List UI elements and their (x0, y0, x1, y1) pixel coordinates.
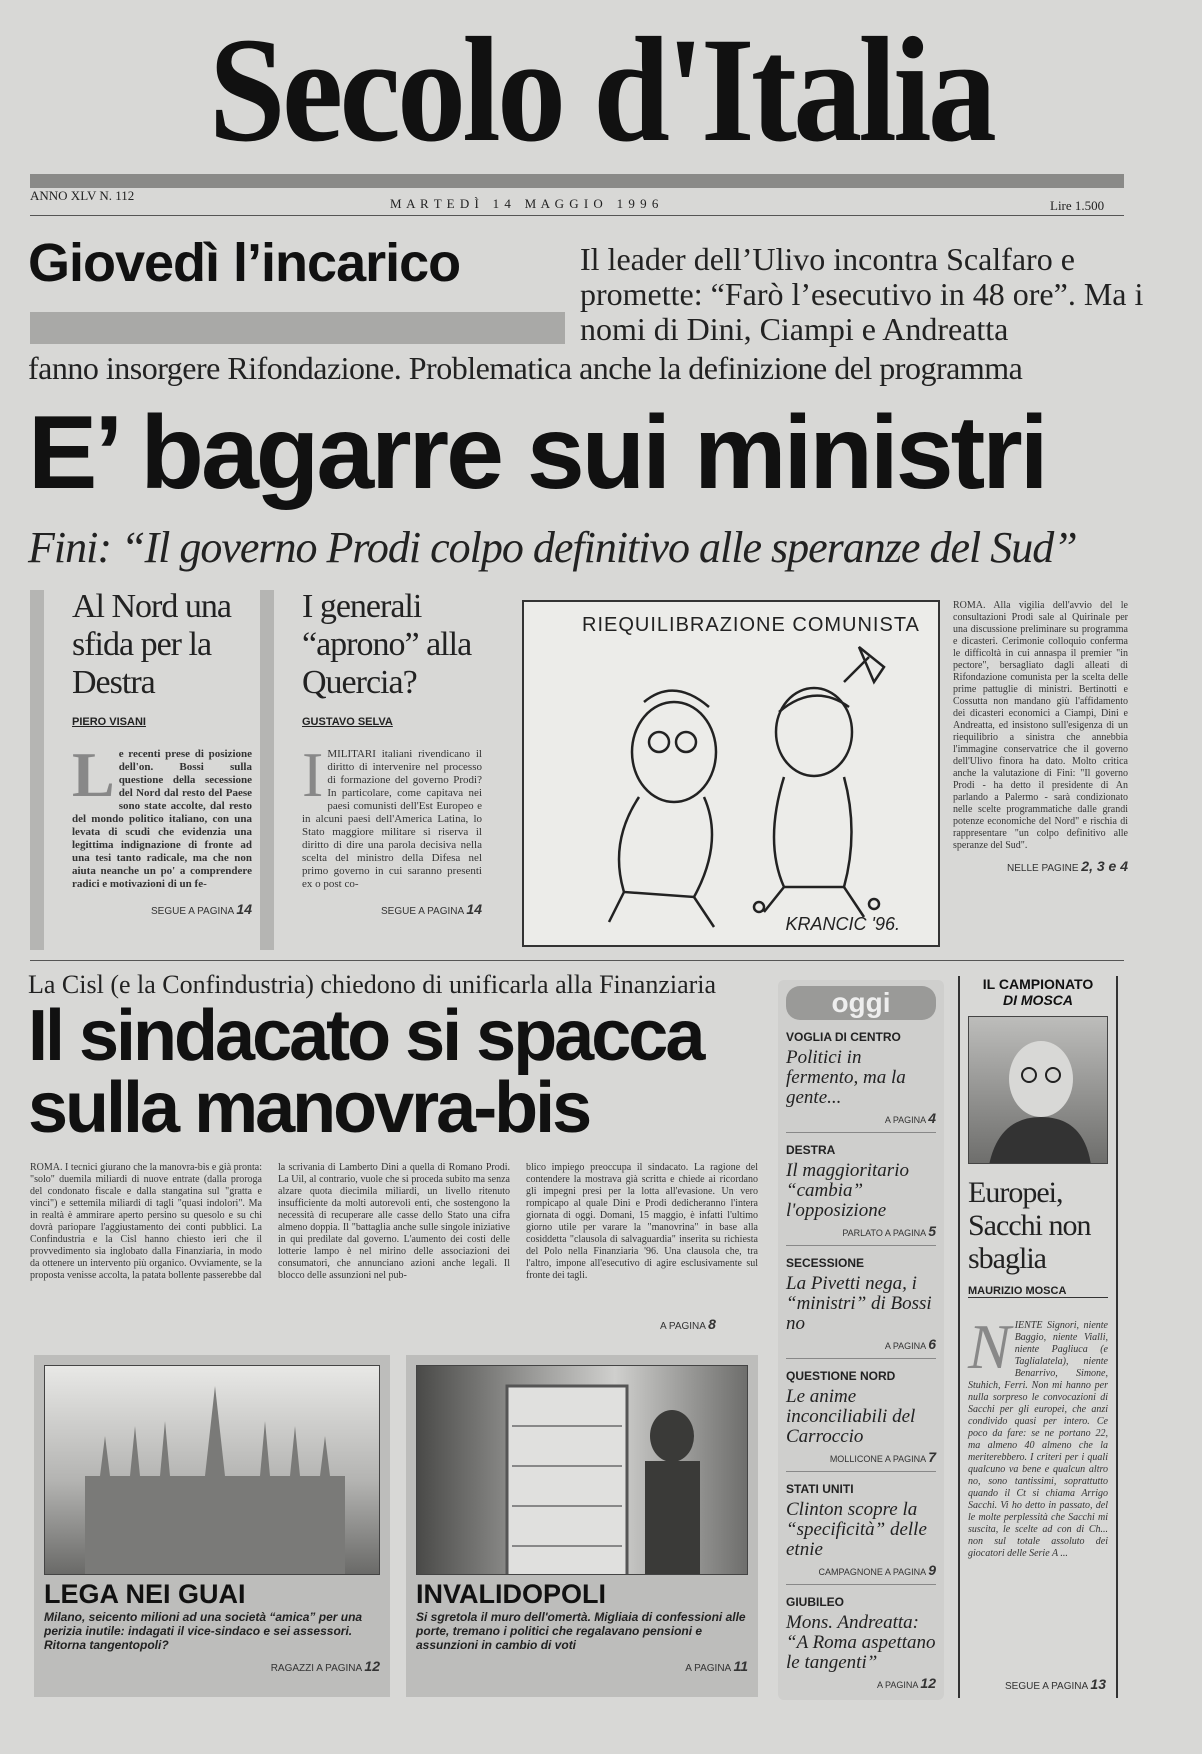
issue-date: M A R T E D Ì 1 4 M A G G I O 1 9 9 6 (390, 196, 660, 211)
cartoon-caption: RIEQUILIBRAZIONE COMUNISTA (582, 614, 920, 636)
col2-article (302, 588, 482, 917)
second-ref: A PAGINA 8 (660, 1316, 716, 1332)
oggi-items (786, 1030, 936, 1691)
campionato-kicker: IL CAMPIONATO DI MOSCA (982, 976, 1094, 1008)
oggi-item-kicker: STATI UNITI (786, 1482, 854, 1496)
oggi-item-ref: CAMPAGNONE A PAGINA 9 (818, 1562, 936, 1578)
cartoon-drawing (524, 642, 938, 942)
second-headline (28, 996, 703, 1148)
issue-price: Lire 1.500 (1050, 198, 1105, 213)
campionato-column (958, 976, 1118, 1698)
col1-dropcap: L (72, 739, 115, 810)
oggi-item[interactable] (786, 1595, 936, 1691)
roma-column (953, 600, 1128, 874)
oggi-item-ref: A PAGINA 4 (884, 1110, 936, 1126)
oggi-item-title: Il maggioritario “cambia” l'opposizione (786, 1160, 909, 1221)
duomo-photo (44, 1365, 380, 1575)
oggi-item-title: Politici in fermento, ma la gente... (786, 1047, 906, 1108)
oggi-item[interactable] (786, 1030, 936, 1133)
roma-body: ROMA. Alla vigilia dell'avvio del le consultazioni Prodi sale al Quirinale per una discussione preliminare su programma e dicasteri. Cerimonie colloquio conferma le difficoltà in cui annaspa il premier "in pectore", bersagliato dagli alleati di Rifondazione comunista per la scelta delle prime pattuglie di ministri. Bertinotti e Cossutta non mandano giù l'affidamento dei dicasteri economici a Ciampi, Dini e Andreatta, ed insistono sull'esigenza di un riequilibrio a sinistra che annebbia l'immagine conservatrice che il governo dell'Ulivo finora ha dato. Molto critica anche la valutazione di Fini: "Il governo Prodi - ha detto il presidente di An parlando a Palermo - sarà condizionato nelle scelte programmatiche dalle grandi potenze economiche del Nord" e rischia di rappresentare "un colpo definitivo alle speranze del Sud". (953, 600, 1128, 851)
cathedral-icon (45, 1366, 380, 1575)
col1-headline: Al Nord una sfida per la Destra (72, 588, 231, 701)
invalidopoli-photo (416, 1365, 748, 1575)
campionato-segue: SEGUE A PAGINA 13 (1005, 1676, 1106, 1692)
campionato-dropcap: N (968, 1311, 1011, 1382)
oggi-sidebar (778, 980, 944, 1700)
oggi-divider (786, 1132, 936, 1133)
masthead-title: Secolo d'Italia (208, 7, 994, 173)
campionato-headline: Europei, Sacchi non sbaglia (968, 1176, 1091, 1275)
col2-headline: I generali “aprono” alla Quercia? (302, 588, 472, 701)
oggi-item-kicker: GIUBILEO (786, 1595, 845, 1609)
invalidopoli-text: Si sgretola il muro dell'omertà. Migliaia di confessioni alle porte, tremano i politici che regalavano pensioni e assunzioni in cambio di voti (416, 1610, 746, 1652)
oggi-item-title: Clinton scopre la “specificità” delle etnie (786, 1499, 927, 1560)
col1-bar (30, 590, 44, 950)
col2-body: IMILITARI italiani rivendicano il diritto di intervenire nel processo di formazione del governo Prodi? In particolare, come capitava nei paesi comunisti dell'Est Europeo e in alcuni paesi dell'America Latina, lo Stato maggiore militare si riserva il diritto di dire una parola decisiva nella scelta del ministro della Difesa nel primo governo in cui saranno presenti ex o post co- (302, 739, 482, 890)
header-rule (30, 215, 1124, 216)
second-body-col2: la scrivania di Lamberto Dini a quella di Romano Prodi. La Uil, al contrario, vuole che si proceda subito ma senza alzare quota diecimila miliardi, un livello ritenuto insufficiente da molti autorevoli enti, che sostengono la necessità di recuperare alle casse dello Stato una cifra almeno doppia. Il "battaglia anche sulle singole iniziative in qui predilate dal governo. L'aumento dei costi delle lotterie lampo è nel mirino delle associazioni dei consumatori, che annunciano azioni anche legali. Il blocco delle assunzioni nel pub- (278, 1162, 510, 1281)
second-body-col1: ROMA. I tecnici giurano che la manovra-bis e già pronta: "solo" duemila miliardi di nuove entrate (dalla proroga del condonato fiscale e dalla stangatina sul "gratta e vinci") e settemila miliardi di tagli "quasi indolori". Ma in realtà è ammirare aperto persino su quesolo e su chi dovrà pariopare l'aggiustamento dei conti pubblici. La Confindustria e la Cisl hanno chiesto ieri che il provvedimento sia inglobato dalla Finanziaria, in modo da ottenere un intervento più organico. Ovviamente, se la proposta venisse accolta, la patata bollente passerebbe dal (30, 1162, 262, 1281)
second-headline-line1: Il sindacato si spacca (28, 996, 703, 1076)
col2-dropcap: I (302, 739, 324, 810)
portrait-icon (969, 1017, 1108, 1164)
oggi-item-ref: MOLLICONE A PAGINA 7 (829, 1449, 936, 1465)
fini-quote: Fini: “Il governo Prodi colpo definitivo alle speranze del Sud” (28, 523, 1077, 572)
lega-text: Milano, seicento milioni ad una società “amica” per una perizia inutile: indagati il vice-sindaco e sei assessori. Ritorna tangentopoli? (44, 1610, 363, 1652)
oggi-item-ref: PARLATO A PAGINA 5 (842, 1223, 936, 1239)
oggi-divider (786, 1584, 936, 1585)
lead-subhead-right: Il leader dell’Ulivo incontra Scalfaro e promette: “Farò l’esecutivo in 48 ore”. Ma i nomi di Dini, Ciampi e Andreatta (580, 241, 1144, 347)
grey-band (30, 312, 565, 344)
campionato-byline: MAURIZIO MOSCA (968, 1285, 1108, 1298)
invalidopoli-box (406, 1355, 758, 1697)
masthead-rule (30, 174, 1124, 188)
col2-bar (260, 590, 274, 950)
lead-subhead-full: fanno insorgere Rifondazione. Problematica anche la definizione del programma (28, 350, 1023, 386)
oggi-item[interactable] (786, 1143, 936, 1246)
lega-title: LEGA NEI GUAI (44, 1579, 246, 1609)
oggi-item-kicker: DESTRA (786, 1143, 836, 1157)
oggi-divider (786, 1245, 936, 1246)
cartoon-signature: KRANCIC '96. (785, 914, 900, 934)
political-cartoon (522, 600, 940, 947)
col2-segue: SEGUE A PAGINA 14 (381, 901, 482, 917)
oggi-item-ref: A PAGINA 6 (884, 1336, 936, 1352)
col1-article (72, 588, 252, 917)
roma-ref: NELLE PAGINE 2, 3 e 4 (1007, 858, 1128, 874)
mosca-photo (968, 1016, 1108, 1164)
doorway-icon (417, 1366, 748, 1575)
oggi-item-ref: A PAGINA 12 (877, 1675, 936, 1691)
lead-kicker: Giovedì l’incarico (28, 233, 461, 293)
invalidopoli-title: INVALIDOPOLI (416, 1579, 607, 1609)
oggi-divider (786, 1358, 936, 1359)
oggi-item-kicker: SECESSIONE (786, 1256, 865, 1270)
oggi-label: oggi (786, 986, 936, 1020)
second-body-col3: blico impiego preoccupa il sindacato. La ragione del contendere la mostrava già scritta e chiede ai ricordano gli impegni presi per la lotta all'evasione. Un vero rompicapo al quale Dini e Prodi dedicheranno l'intera giornata di oggi. Domani, 15 maggio, è infatti l'ultimo giorno utile per varare la "manovrina" in base alla cosiddetta "clausola di salvaguardia" inserita su richiesta del Polo nella Finanziaria '96. Una clausola che, tra l'altro, impone all'esecutivo di agire esclusivamente sul fronte dei tagli. (526, 1162, 758, 1281)
second-headline-line2: sulla manovra-bis (28, 1068, 590, 1148)
oggi-item[interactable] (786, 1256, 936, 1359)
oggi-item[interactable] (786, 1369, 936, 1472)
lega-box (34, 1355, 390, 1697)
oggi-item-kicker: VOGLIA DI CENTRO (786, 1030, 901, 1044)
oggi-item-title: La Pivetti nega, i “ministri” di Bossi no (786, 1273, 932, 1334)
oggi-item-title: Mons. Andreatta: “A Roma aspettano le tangenti” (786, 1612, 936, 1673)
oggi-item-title: Le anime inconciliabili del Carroccio (786, 1386, 916, 1447)
campionato-body: NIENTE Signori, niente Baggio, niente Vialli, niente Pagliuca (e Taglialatela), niente Benarrivo, Simone, Stuhich, Ferri. Non mi hanno per nulla sorpreso le convocazioni di Sacchi per gli europei, che anzi condivido quasi per intero. Ce poco da fare: se ne portano 22, ma almeno 40 almeno che la meriterebbero. I criteri per i quali qualcuno va bene e qualcun altro no, sono tantissimi, soprattutto quando il Ct si chiama Arrigo Sacchi. Vi ho detto in passato, del le molte perplessità che Sacchi mi suscita, le scelte ad con di Ch... non sul totale assoluto dei giocatori delle Serie A ... (968, 1311, 1108, 1559)
oggi-item-kicker: QUESTIONE NORD (786, 1369, 896, 1383)
issue-number: ANNO XLV N. 112 (30, 188, 135, 203)
section-rule (30, 960, 1124, 961)
second-kicker: La Cisl (e la Confindustria) chiedono di unificarla alla Finanziaria (28, 970, 717, 999)
col1-byline: PIERO VISANI (72, 716, 146, 728)
col2-byline: GUSTAVO SELVA (302, 716, 393, 728)
col1-body: Le recenti prese di posizione dell'on. Bossi sulla questione della secessione del Nord dal resto del Paese sono state accolte, dal resto del mondo politico italiano, con una levata di scudi che evidenzia una legittima indignazione di fronte ad una tesi tanto radicale, ma che non aiuta neanche un po' a comprendere radici e motivazioni di un fe- (72, 739, 252, 890)
invalidopoli-ref: A PAGINA 11 (685, 1658, 748, 1674)
lead-headline: E’ bagarre sui ministri (28, 395, 1046, 511)
lega-ref: RAGAZZI A PAGINA 12 (270, 1658, 380, 1674)
oggi-divider (786, 1471, 936, 1472)
oggi-item[interactable] (786, 1482, 936, 1585)
col1-segue: SEGUE A PAGINA 14 (151, 901, 252, 917)
